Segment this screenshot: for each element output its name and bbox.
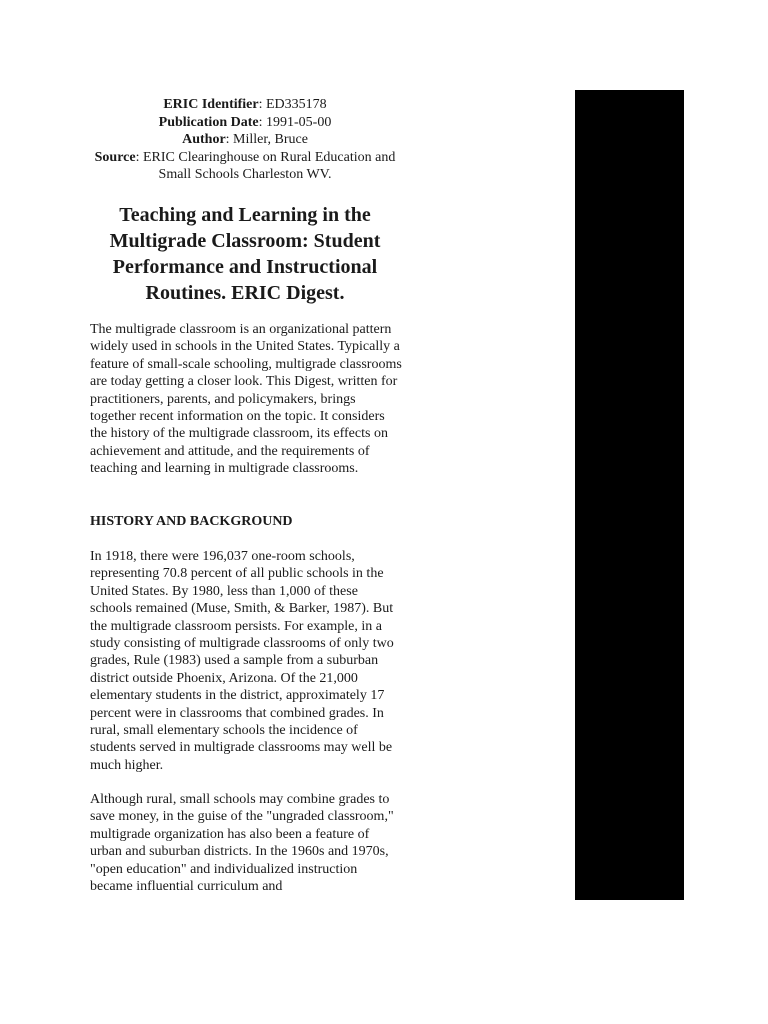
section-heading-history: HISTORY AND BACKGROUND [90,514,293,529]
history-paragraph-2: Although rural, small schools may combine grades to save money, in the guise of the "ungraded classroom," multigrade organization has also been a feature of urban and suburban districts. In the 1960s and 1970s, "open education" and individualized instruction became influential curriculum and [90,792,394,895]
author-label: Author [182,132,226,147]
history-paragraph-1: In 1918, there were 196,037 one-room schools, representing 70.8 percent of all public schools in the United States. By 1980, less than 1,000 of these schools remained (Muse, Smith, & Barker, 1987). But the multigrade classroom persists. For example, in a study consisting of multigrade classrooms of only two grades, Rule (1983) used a sample from a suburban district outside Phoenix, Arizona. Of the 21,000 elementary students in the district, approximately 17 percent were in classrooms that combined grades. In rural, small elementary schools the incidence of students served in multigrade classrooms may well be much higher. [90,549,394,773]
source-value: : ERIC Clearinghouse on Rural Education and Small Schools Charleston WV. [135,149,396,182]
redaction-bar [575,90,684,900]
publication-date-label: Publication Date [158,114,259,130]
publication-date-row [90,114,400,132]
intro-paragraph: The multigrade classroom is an organizational pattern widely used in schools in the United States. Typically a feature of small-scale schooling, multigrade classrooms are today getting a closer look. This Digest, written for practitioners, parents, and policymakers, brings together recent information on the topic. It considers the history of the multigrade classroom, its effects on achievement and attitude, and the requirements of teaching and learning in multigrade classrooms. [90,322,402,477]
publication-date-value: : 1991-05-00 [258,114,332,130]
author-value: : Miller, Bruce [225,132,308,147]
source-label: Source [94,149,136,165]
identifier-row [90,96,400,114]
identifier-value: : ED335178 [258,97,327,112]
source-row [90,149,400,184]
identifier-label: ERIC Identifier [163,97,259,112]
author-row [90,131,400,149]
document-metadata [90,96,400,184]
document-title: Teaching and Learning in the Multigrade Classroom: Student Performance and Instructional Routines. ERIC Digest. [109,204,381,304]
